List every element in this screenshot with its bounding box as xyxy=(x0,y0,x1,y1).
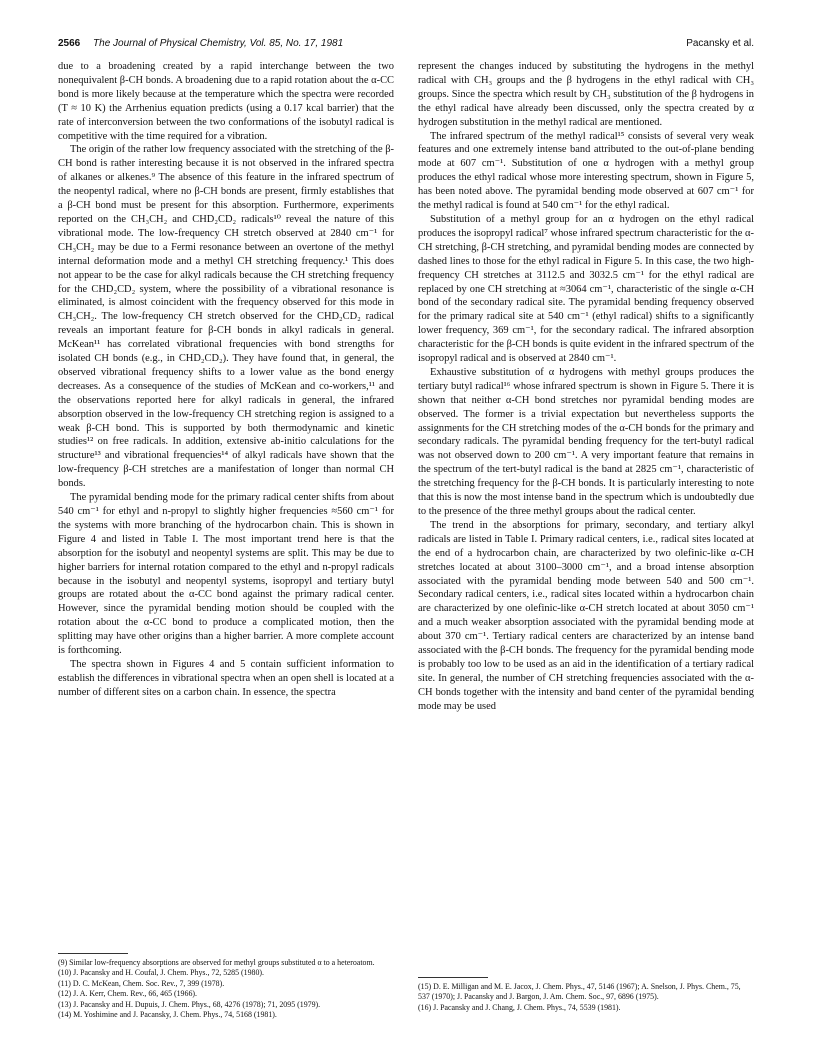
footnote: (9) Similar low-frequency absorptions are observed for methyl groups substituted α to a heteroatom. xyxy=(58,958,375,967)
running-authors: Pacansky et al. xyxy=(686,38,754,49)
footnote: (13) J. Pacansky and H. Dupuis, J. Chem. Phys., 68, 4276 (1978); 71, 2095 (1979). xyxy=(58,999,321,1009)
footnote: (15) D. E. Milligan and M. E. Jacox, J. Chem. Phys., 47, 5146 (1967); A. Snelson, J. Phys. Chem., 75, 537 (1970); J. Pacansky and J. Bargon, J. Am. Chem. Soc., 97, 6896 (1975). xyxy=(418,982,741,1002)
footnotes-left xyxy=(58,958,394,1020)
paragraph: The infrared spectrum of the methyl radical¹⁵ consists of several very weak features and one extremely intense band attributed to the out-of-plane bending mode at 607 cm⁻¹. Substitution of one α hydrogen with a methyl group produces the ethyl radical whose more interesting spectrum, shown in Figure 5, has been noted above. The pyramidal bending mode observed at 607 cm⁻¹ for the methyl radical is found at 540 cm⁻¹ for the ethyl radical. xyxy=(418,130,754,212)
footnote-divider xyxy=(418,977,488,978)
paragraph: Exhaustive substitution of α hydrogens with methyl groups produces the tertiary butyl radical¹⁶ whose infrared spectrum is shown in Figure 5. There it is shown that neither α-CH bond stretches nor pyramidal bending modes are observed. The former is a trivial expectation but nevertheless supports the assignments for the CH stretching modes of the α-CH bonds for the primary and secondary radicals. The pyramidal bending frequency for the tert-butyl radical was not observed down to 200 cm⁻¹. A very important feature that remains in the spectrum of the tert-butyl radical is the band at 2825 cm⁻¹, characteristic of the stretching frequency for the β-CH bonds. It is particularly interesting to note that this is now the most intense band in the spectrum which is undoubtedly due to the presence of the three methyl groups about the radical center. xyxy=(418,366,754,517)
journal-title: The Journal of Physical Chemistry, Vol. 85, No. 17, 1981 xyxy=(93,38,344,49)
paragraph: The pyramidal bending mode for the primary radical center shifts from about 540 cm⁻¹ for ethyl and n-propyl to slightly higher frequencies ≈560 cm⁻¹ for the systems with more branching of the hydrocarbon chain. This is shown in Figure 4 and listed in Table I. The most important trend here is that the absorption for the isobutyl and neopentyl systems are split. This may be due to higher barriers for internal rotation compared to the ethyl and n-propyl radicals because in the isobutyl and neopentyl systems, isopropyl and tertiary butyl groups are rotated about the α-CC bond against the primary radical center. However, since the pyramidal bending motion should be coupled with the rotation about the α-CC bond to produce a complicated motion, then the splitting may have other origins than a higher barrier. A more complete account is forthcoming. xyxy=(58,492,394,657)
footnote: (16) J. Pacansky and J. Chang, J. Chem. Phys., 74, 5539 (1981). xyxy=(418,1002,621,1012)
footnote-divider xyxy=(58,953,128,954)
paragraph: Substitution of a methyl group for an α hydrogen on the ethyl radical produces the isopropyl radical⁷ whose infrared spectrum characteristic for the α-CH stretching, β-CH stretching, and pyramidal bending modes are connected by dashed lines to those for the ethyl radical in Figure 5. In this case, the two high-frequency CH stretches at 3112.5 and 3032.5 cm⁻¹ for the ethyl radical are replaced by one CH stretching at ≈3064 cm⁻¹, characteristic of the single α-CH bond of the secondary radical site. The pyramidal bending frequency observed for the primary radical site at 540 cm⁻¹ (ethyl radical) shifts to a significantly lower frequency, 369 cm⁻¹, for the secondary radical. The infrared absorption characteristic for the β-CH bonds is quite evident in the infrared spectrum of the isopropyl radical and is observed at 2840 cm⁻¹. xyxy=(418,213,754,365)
paragraph: The trend in the absorptions for primary, secondary, and tertiary alkyl radicals are listed in Table I. Primary radical centers, i.e., radical sites located at the end of a hydrocarbon chain, are characterized by two olefinic-like α-CH stretches located at about 3100–3000 cm⁻¹, and a broad intense absorption associated with the pyramidal bending mode between 540 and 500 cm⁻¹. Secondary radical centers, i.e., radical sites located within a hydrocarbon chain are characterized by one olefinic-like α-CH stretch located at about 3050 cm⁻¹ and a much weaker absorption associated with the pyramidal bending mode at about 370 cm⁻¹. Tertiary radical centers are characterized by an intense band associated with the β-CH bonds. The frequency for the pyramidal bending mode is probably too low to be used as an aid in the identification of a tertiary radical site. In general, the number of CH stretching frequencies associated with the α-CH bonds together with the intensity and band center of the pyramidal bending mode may be used xyxy=(418,519,754,712)
page-header xyxy=(58,38,754,54)
paragraph: The spectra shown in Figures 4 and 5 contain sufficient information to establish the differences in vibrational spectra when an open shell is located at a number of different sites on a carbon chain. In essence, the spectra xyxy=(58,658,394,698)
footnotes-right xyxy=(418,982,754,1013)
footnote: (11) D. C. McKean, Chem. Soc. Rev., 7, 399 (1978). xyxy=(58,978,225,988)
footnote: (14) M. Yoshimine and J. Pacansky, J. Chem. Phys., 74, 5168 (1981). xyxy=(58,1010,277,1020)
right-column xyxy=(418,60,754,714)
footnote: (10) J. Pacansky and H. Coufal, J. Chem. Phys., 72, 5285 (1980). xyxy=(58,968,265,978)
footnote: (12) J. A. Kerr, Chem. Rev., 66, 465 (1966). xyxy=(58,989,197,999)
left-column xyxy=(58,60,394,700)
paragraph: The origin of the rather low frequency associated with the stretching of the β-CH bond is rather interesting because it is not observed in the infrared spectra of alkanes or alkenes.⁹ The absence of this feature in the infrared spectrum of the neopentyl radical, where no β-CH bonds are present, firmly establishes that a β-CH bond must be present for this absorption. Furthermore, experiments reported on the CH₃CH₂ and CHD₂CD₂ radicals¹⁰ reveal the nature of this vibrational mode. The low-frequency CH stretch observed at 2840 cm⁻¹ for CH₃CH₂ may be due to a Fermi resonance between an overtone of the methyl internal deformation mode and a methyl CH stretching frequency.¹ This does not appear to be the case for alkyl radicals because the CH stretching frequency for the CHD₂CD₂ system, where the possibility of a vibrational resonance is eliminated, is almost coincident with the frequency observed for this mode in CH₃CH₂. The low-frequency CH stretch observed for the CHD₂CD₂ radical reveals an important feature for β-CH bonds in alkyl radicals in general. McKean¹¹ has correlated vibrational frequencies with bond strengths for isolated CH bonds (e.g., in CHD₂CD₂). They have found that, in general, the observed vibrational frequency shifts to a lower value as the bond energy decreases. As a consequence of the studies of McKean and co-workers,¹¹ and the observations reported here for alkyl radicals in general, the infrared absorption observed in the low-frequency CH stretching region is assigned to a weak β-CH bond. This is supported by both thermodynamic and kinetic studies¹² on free radicals. In addition, extensive ab-initio calculations for the structure¹³ and vibrational frequencies¹⁴ of alkyl radicals have shown that the low-frequency β-CH stretches are a manifestation of longer than normal CH bonds. xyxy=(58,144,394,490)
paragraph: due to a broadening created by a rapid interchange between the two nonequivalent β-CH bonds. A broadening due to a rapid rotation about the α-CC bond is more likely because at the temperature which the spectra were recorded (T ≈ 10 K) the Arrhenius equation predicts (using a 0.17 kcal barrier) that the rate of interconversion between the two conformations of the isobutyl radical is competitive with the time required for a vibration. xyxy=(58,61,394,142)
paragraph: represent the changes induced by substituting the hydrogens in the methyl radical with CH₃ groups and the β hydrogens in the ethyl radical with CH₃ groups. Since the spectra which result by CH₃ substitution of the β hydrogens in the ethyl radical have already been discussed, only the spectra created by α hydrogen substitution in the methyl radical are mentioned. xyxy=(418,61,754,128)
page-number: 2566 xyxy=(58,38,81,49)
